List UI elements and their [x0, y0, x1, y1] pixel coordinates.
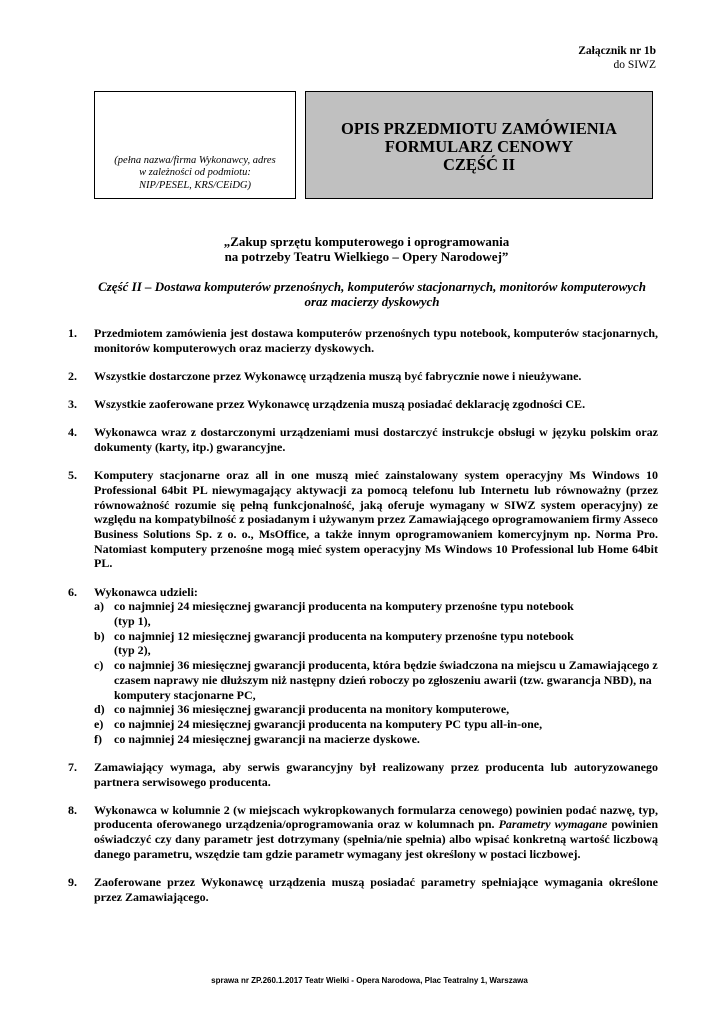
sublist-item	[94, 629, 658, 658]
item-number: 5.	[68, 468, 77, 483]
sublist-letter: e)	[94, 716, 104, 731]
sublist-letter: c)	[94, 658, 104, 673]
list-item	[68, 468, 658, 571]
sublist-item	[94, 658, 658, 702]
list-item	[68, 369, 658, 384]
attachment-number: Załącznik nr 1b	[578, 45, 656, 57]
part-heading-line: Część II – Dostawa komputerów przenośnych, komputerów stacjonarnych, monitorów komputerowych	[98, 279, 646, 294]
sublist-text: co najmniej 36 miesięcznej gwarancji producenta, która będzie świadczona na miejscu u Zamawiającego z czasem naprawy nie dłuższym niż następny dzień roboczy po zgłoszeniu awarii (tzw. gwarancja NBD), na komputery stacjonarne PC,	[114, 658, 658, 702]
sublist-text-cont: (typ 1),	[114, 614, 151, 629]
item-number: 1.	[68, 326, 77, 340]
list-item	[68, 425, 658, 454]
sublist-text-cont: (typ 2),	[114, 643, 151, 658]
document-title-line: OPIS PRZEDMIOTU ZAMÓWIENIA	[341, 119, 617, 138]
list-item	[68, 326, 658, 355]
sublist-letter: a)	[94, 599, 104, 614]
item-text: Komputery stacjonarne oraz all in one muszą mieć zainstalowany system operacyjny Ms Windows 10 Professional 64bit PL niewymagający aktywacji za pomocą telefonu lub Internetu lub równoważny (przez równoważność rozumie się pełną funkcjonalność, jaką oferuje wymagany w SIWZ system operacyjny) ze względu na kompatybilność z posiadanym i używanym przez Zamawiającego oprogramowaniem firmy Asseco Business Solutions Sp. z o. o., MsOffice, a także innym oprogramowaniem komercyjnym np. Norma Pro. Natomiast komputery przenośne mogą mieć system operacyjny Ms Windows 10 Professional lub Home 64bit PL.	[94, 468, 658, 571]
item-text: Wykonawca udzieli:	[94, 584, 198, 599]
item-text: Wszystkie dostarczone przez Wykonawcę urządzenia muszą być fabrycznie nowe i nieużywane.	[94, 368, 582, 383]
part-heading	[84, 279, 660, 309]
document-title-box	[305, 91, 653, 199]
sublist-letter: d)	[94, 702, 105, 717]
warranty-sublist	[94, 599, 658, 746]
item-text: powinien oświadczyć czy dany parametr jest dotrzymany (spełnia/nie spełnia) albo wpisać konkretną wartość liczbową danego parametru, wszędzie tam gdzie parametr wymagany jest określony w postaci liczbowej.	[94, 817, 659, 861]
list-item	[68, 803, 658, 862]
item-number: 3.	[68, 397, 77, 412]
list-item	[68, 760, 658, 789]
sublist-letter: f)	[94, 731, 102, 746]
item-text: Wykonawca wraz z dostarczonymi urządzeniami musi dostarczyć instrukcje obsługi w języku polskim oraz dokumenty (karty, itp.) gwarancyjne.	[94, 425, 658, 455]
contractor-note	[95, 155, 295, 193]
attachment-label	[578, 44, 656, 72]
item-number: 7.	[68, 759, 77, 774]
contractor-note-line: NIP/PESEL, KRS/CEiDG)	[139, 179, 251, 191]
document-title-line: FORMULARZ CENOWY	[384, 137, 574, 156]
part-heading-line: oraz macierzy dyskowych	[304, 294, 440, 309]
list-item	[68, 585, 658, 747]
sublist-text: co najmniej 24 miesięcznej gwarancji producenta na komputery PC typu all-in-one,	[114, 716, 543, 731]
list-item	[68, 875, 658, 904]
page-footer: sprawa nr ZP.260.1.2017 Teatr Wielki - Opera Narodowa, Plac Teatralny 1, Warszawa	[211, 976, 528, 985]
sublist-text: co najmniej 24 miesięcznej gwarancji na macierze dyskowe.	[114, 731, 420, 746]
procurement-subject	[0, 234, 725, 264]
sublist-item	[94, 732, 658, 747]
requirements-list	[68, 326, 658, 918]
contractor-note-line: (pełna nazwa/firma Wykonawcy, adres	[114, 154, 276, 166]
sublist-text: co najmniej 12 miesięcznej gwarancji producenta na komputery przenośne typu notebook	[114, 628, 574, 643]
sublist-item	[94, 702, 658, 717]
subject-line: na potrzeby Teatru Wielkiego – Opery Narodowej”	[224, 249, 509, 264]
item-text: Przedmiotem zamówienia jest dostawa komputerów przenośnych typu notebook, komputerów stacjonarnych, monitorów komputerowych oraz macierzy dyskowych.	[94, 326, 658, 355]
sublist-text: co najmniej 36 miesięcznej gwarancji producenta na monitory komputerowe,	[114, 702, 510, 717]
list-item	[68, 397, 658, 412]
item-number: 9.	[68, 875, 77, 890]
item-number: 8.	[68, 802, 77, 817]
subject-line: „Zakup sprzętu komputerowego i oprogramowania	[223, 234, 510, 249]
sublist-item	[94, 717, 658, 732]
item-text-italic: Parametry wymagane	[498, 817, 608, 832]
contractor-note-line: w zależności od podmiotu:	[139, 167, 251, 178]
item-number: 4.	[68, 425, 77, 440]
document-title-line: CZĘŚĆ II	[443, 155, 515, 174]
item-text: Wykonawca w kolumnie 2 (w miejscach wykropkowanych formularza cenowego) powinien podać nazwę, typ, producenta oferowanego urządzenia/oprogramowania oraz w kolumnach pn.	[94, 802, 658, 832]
item-number: 6.	[68, 584, 77, 599]
sublist-letter: b)	[94, 628, 105, 643]
contractor-stamp-box	[94, 91, 296, 199]
item-text: Zamawiający wymaga, aby serwis gwarancyjny był realizowany przez producenta lub autoryzowanego partnera serwisowego producenta.	[94, 759, 658, 789]
sublist-text: co najmniej 24 miesięcznej gwarancji producenta na komputery przenośne typu notebook	[114, 599, 574, 614]
item-text: Zaoferowane przez Wykonawcę urządzenia muszą posiadać parametry spełniające wymagania określone przez Zamawiającego.	[94, 875, 658, 904]
attachment-reference: do SIWZ	[613, 59, 656, 71]
item-text: Wszystkie zaoferowane przez Wykonawcę urządzenia muszą posiadać deklarację zgodności CE.	[94, 397, 586, 412]
item-number: 2.	[68, 368, 77, 383]
sublist-item	[94, 599, 658, 628]
